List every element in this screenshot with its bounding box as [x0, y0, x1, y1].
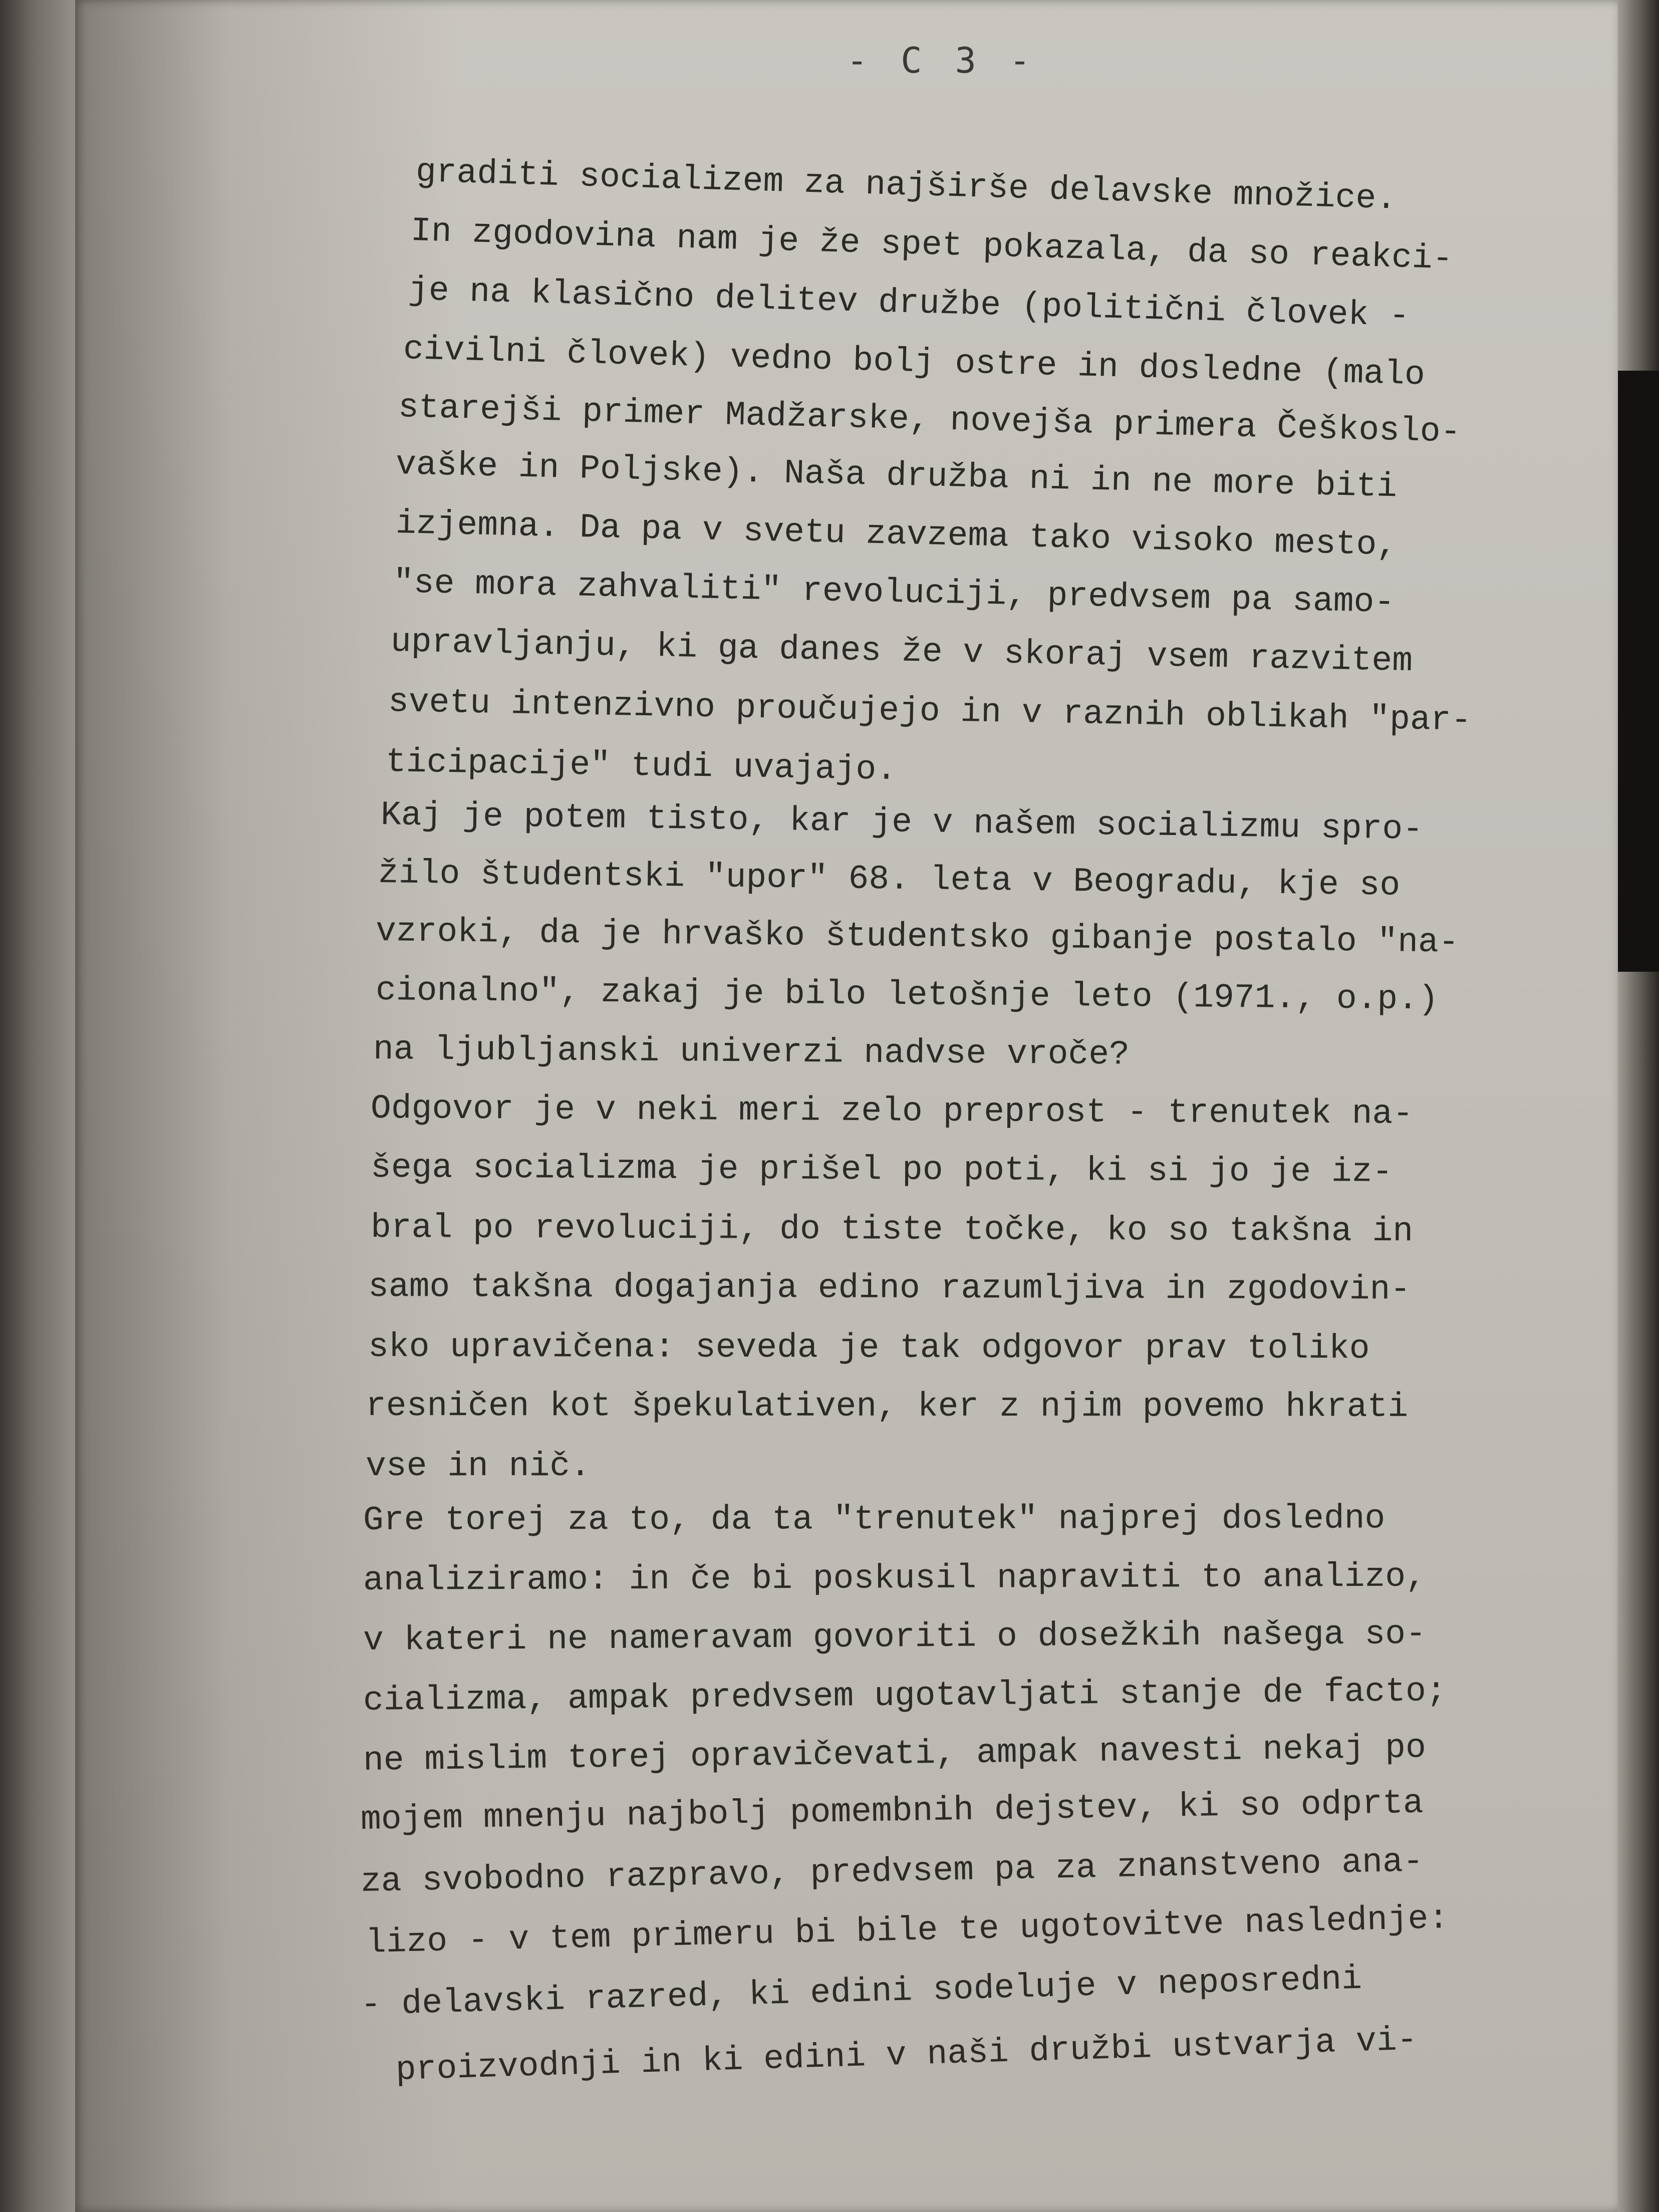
text-line: graditi socializem za najširše delavske množice. [415, 153, 1398, 219]
text-line: sko upravičena: seveda je tak odgovor prav toliko [368, 1328, 1370, 1368]
text-line: resničen kot špekulativen, ker z njim povemo hkrati [365, 1387, 1409, 1427]
text-line: ticipacije" tudi uvajajo. [385, 743, 897, 790]
text-line: In zgodovina nam je že spet pokazala, da so reakci- [410, 212, 1454, 279]
typewritten-page [75, 0, 1618, 2212]
text-line: Kaj je potem tisto, kar je v našem socializmu spro- [380, 796, 1424, 850]
text-line: analiziramo: in če bi poskusil napraviti to analizo, [363, 1557, 1427, 1600]
book-binding [0, 0, 80, 2212]
background-shadow [1614, 371, 1659, 972]
text-line: vzroki, da je hrvaško študentsko gibanje postalo "na- [375, 912, 1460, 962]
text-line: samo takšna dogajanja edino razumljiva in zgodovin- [368, 1268, 1411, 1309]
text-line: - delavski razred, ki edini sodeluje v neposredni [360, 1960, 1362, 2025]
text-line: cionalno", zakaj je bilo letošnje leto (1971., o.p.) [375, 971, 1439, 1019]
page-number: - C 3 - [847, 40, 1037, 81]
text-line: lizo - v tem primeru bi bile te ugotovitve naslednje: [365, 1899, 1450, 1963]
text-line: je na klasično delitev družbe (politični človek - [408, 271, 1410, 336]
text-line: cializma, ampak predvsem ugotavljati stanje de facto; [363, 1672, 1447, 1720]
text-line: svetu intenzivno proučujejo in v raznih oblikah "par- [388, 683, 1472, 740]
text-line: žilo študentski "upor" 68. leta v Beogradu, kje so [378, 854, 1401, 905]
text-line: mojem mnenju najbolj pomembnih dejstev, ki so odprta [360, 1784, 1424, 1839]
text-line: šega socializma je prišel po poti, ki si jo je iz- [370, 1149, 1393, 1192]
text-line: civilni človek) vedno bolj ostre in dosledne (malo [403, 330, 1426, 395]
text-line: upravljanju, ki ga danes že v skoraj vsem razvitem [390, 623, 1413, 681]
text-line: vse in nič. [366, 1447, 591, 1486]
text-line: izjemna. Da pa v svetu zavzema tako visoko mesto, [395, 504, 1398, 565]
text-line: na ljubljanski univerzi nadvse vroče? [373, 1030, 1130, 1074]
text-line: vaške in Poljske). Naša družba ni in ne more biti [395, 445, 1398, 507]
text-line: v kateri ne nameravam govoriti o dosežkih našega so- [363, 1615, 1427, 1660]
text-line: ne mislim torej opravičevati, ampak navesti nekaj po [363, 1729, 1427, 1780]
text-line: bral po revoluciji, do tiste točke, ko so takšna in [370, 1209, 1414, 1251]
text-line: Gre torej za to, da ta "trenutek" najprej dosledno [363, 1499, 1386, 1540]
text-line: Odgovor je v neki meri zelo preprost - trenutek na- [370, 1089, 1414, 1134]
text-line: za svobodno razpravo, predvsem pa za znanstveno ana- [360, 1842, 1424, 1901]
text-line: "se mora zahvaliti" revoluciji, predvsem pa samo- [393, 564, 1395, 623]
text-line: proizvodnji in ki edini v naši družbi ustvarja vi- [395, 2021, 1418, 2090]
text-line: starejši primer Madžarske, novejša primera Češkoslo- [398, 388, 1462, 452]
